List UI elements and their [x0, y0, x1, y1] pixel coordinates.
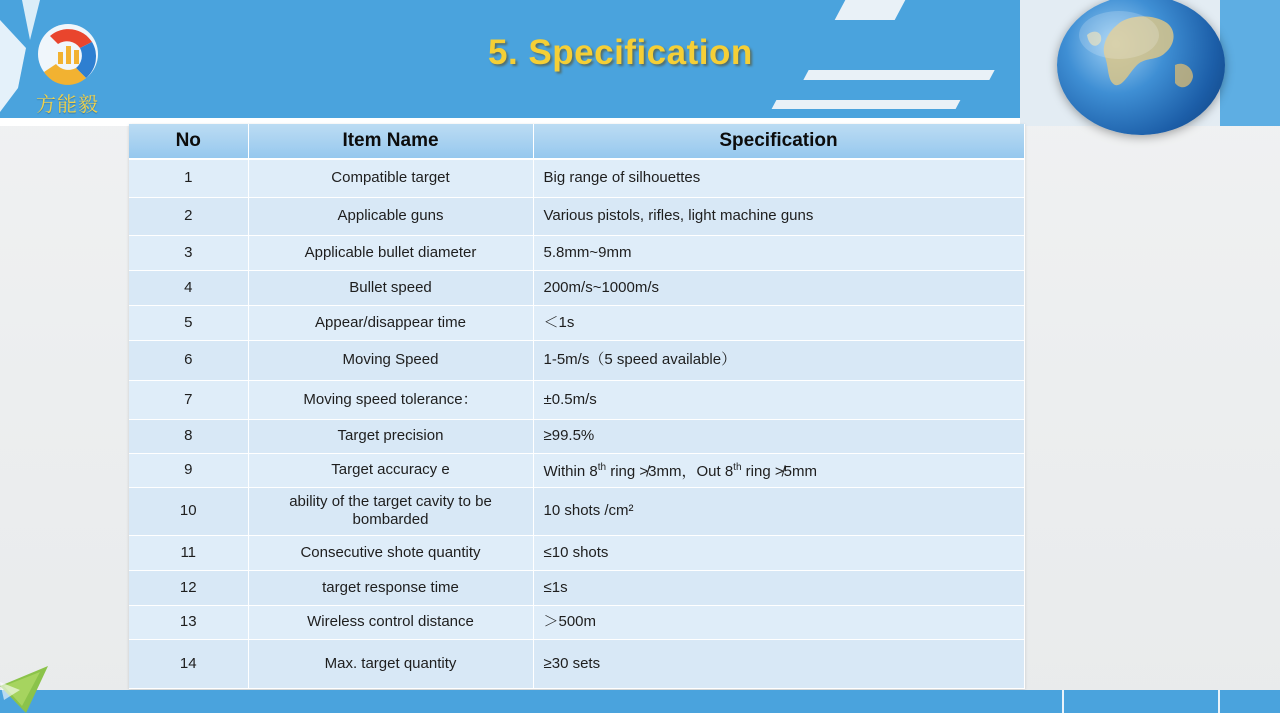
table-row	[129, 380, 1024, 419]
row-number: 12	[129, 570, 248, 605]
row-number: 14	[129, 639, 248, 688]
item-name: Bullet speed	[248, 270, 533, 305]
row-number: 2	[129, 197, 248, 235]
page-title: 5. Specification	[488, 33, 753, 72]
corner-arrow-icon	[0, 660, 60, 713]
item-specification: ≤1s	[533, 570, 1024, 605]
spec-text: ring ≯5mm	[741, 463, 817, 480]
item-name: Applicable guns	[248, 197, 533, 235]
spec-text: ring ≯3mm，Out 8	[606, 463, 734, 480]
table-row	[129, 340, 1024, 380]
item-name: Appear/disappear time	[248, 305, 533, 340]
globe-icon	[1057, 0, 1225, 135]
item-name: Compatible target	[248, 159, 533, 197]
table-row	[129, 605, 1024, 639]
table-row	[129, 419, 1024, 453]
row-number: 6	[129, 340, 248, 380]
item-specification: Big range of silhouettes	[533, 159, 1024, 197]
item-specification: ±0.5m/s	[533, 380, 1024, 419]
item-name: Moving speed tolerance：	[248, 380, 533, 419]
table-row	[129, 639, 1024, 688]
header-stripe	[803, 70, 994, 80]
item-name: Max. target quantity	[248, 639, 533, 688]
footer-band	[0, 690, 1280, 713]
header-right-accent	[1220, 0, 1280, 126]
item-name: ability of the target cavity to be bombarded	[248, 487, 533, 535]
item-specification: 1-5m/s（5 speed available）	[533, 340, 1024, 380]
specification-table	[129, 124, 1025, 689]
table-row	[129, 535, 1024, 570]
footer-divider	[1062, 690, 1064, 713]
item-specification: 200m/s~1000m/s	[533, 270, 1024, 305]
row-number: 3	[129, 235, 248, 270]
item-specification	[533, 453, 1024, 487]
row-number: 5	[129, 305, 248, 340]
item-specification: ＞500m	[533, 605, 1024, 639]
item-specification: Various pistols, rifles, light machine guns	[533, 197, 1024, 235]
table-row	[129, 570, 1024, 605]
row-number: 1	[129, 159, 248, 197]
table-row	[129, 159, 1024, 197]
column-header-no: No	[129, 124, 248, 159]
table-row	[129, 235, 1024, 270]
row-number: 4	[129, 270, 248, 305]
row-number: 7	[129, 380, 248, 419]
item-name: Wireless control distance	[248, 605, 533, 639]
row-number: 11	[129, 535, 248, 570]
spec-text: Within 8	[543, 463, 598, 480]
header-stripe	[772, 100, 961, 109]
row-number: 10	[129, 487, 248, 535]
table-row	[129, 197, 1024, 235]
row-number: 8	[129, 419, 248, 453]
table-row	[129, 305, 1024, 340]
item-name: Target precision	[248, 419, 533, 453]
column-header-item-name: Item Name	[248, 124, 533, 159]
company-logo	[0, 0, 110, 118]
item-name: Moving Speed	[248, 340, 533, 380]
ordinal-suffix: th	[597, 462, 607, 473]
item-specification: ≤10 shots	[533, 535, 1024, 570]
footer-divider	[1218, 690, 1220, 713]
item-specification: ≥99.5%	[533, 419, 1024, 453]
table-row	[129, 487, 1024, 535]
item-name: Consecutive shote quantity	[248, 535, 533, 570]
table-row	[129, 453, 1024, 487]
item-specification: ＜1s	[533, 305, 1024, 340]
ordinal-suffix: th	[733, 462, 742, 473]
item-specification: 10 shots /cm²	[533, 487, 1024, 535]
row-number: 9	[129, 453, 248, 487]
column-header-specification: Specification	[533, 124, 1024, 159]
row-number: 13	[129, 605, 248, 639]
table-header-row	[129, 124, 1024, 159]
item-specification: ≥30 sets	[533, 639, 1024, 688]
logo-text: 方能毅	[36, 92, 99, 116]
item-specification: 5.8mm~9mm	[533, 235, 1024, 270]
header-stripe	[835, 0, 906, 20]
table-row	[129, 270, 1024, 305]
item-name: Applicable bullet diameter	[248, 235, 533, 270]
item-name: Target accuracy e	[248, 453, 533, 487]
item-name: target response time	[248, 570, 533, 605]
